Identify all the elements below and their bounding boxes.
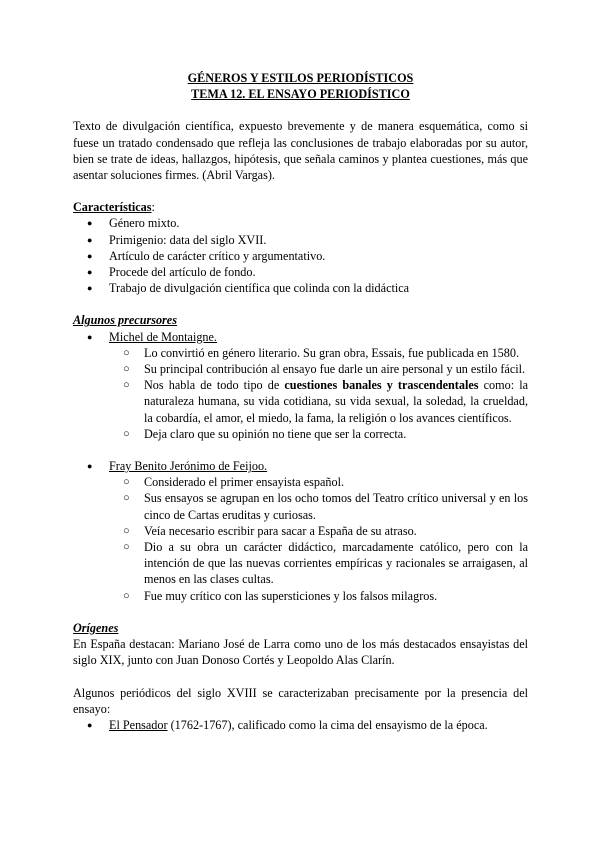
- origenes-paragraph-1: En España destacan: Mariano José de Larra como uno de los más destacados ensayistas del siglo XIX, junto con Juan Donoso Cortés y Leopoldo Alas Clarín.: [73, 637, 528, 668]
- bullet-icon: ●: [87, 218, 93, 229]
- list-item: [73, 248, 528, 264]
- precursor-montaigne: [73, 329, 528, 442]
- precursor-name: Michel de Montaigne.: [109, 329, 217, 344]
- caracteristicas-heading: Características: [73, 200, 152, 215]
- bold-phrase: cuestiones banales y trascendentales: [284, 378, 479, 393]
- document-title-line-2: TEMA 12. EL ENSAYO PERIODÍSTICO: [191, 87, 410, 102]
- list-item-text: Dio a su obra un carácter didáctico, marcadamente católico, pero con la intención de que las nuevas corrientes empíricas y racionales se arraigasen, al menos en las clases cultas.: [144, 540, 528, 587]
- bullet-icon: ●: [87, 250, 93, 261]
- hollow-bullet-icon: ○: [123, 476, 130, 489]
- list-item: [73, 426, 528, 442]
- origenes-heading: Orígenes: [73, 620, 119, 635]
- precursor-feijoo: [73, 458, 528, 604]
- bullet-icon: ●: [87, 461, 93, 472]
- list-item-text: Veía necesario escribir para sacar a España de su atraso.: [144, 523, 417, 538]
- list-item: [73, 717, 528, 733]
- hollow-bullet-icon: ○: [123, 589, 130, 602]
- list-item: [73, 377, 528, 426]
- hollow-bullet-icon: ○: [123, 541, 130, 554]
- list-item-text: Procede del artículo de fondo.: [109, 265, 256, 280]
- list-item: [73, 264, 528, 280]
- list-item-text: Artículo de carácter crítico y argumentativo.: [109, 248, 326, 263]
- origenes-paragraph-2: Algunos periódicos del siglo XVIII se caracterizaban precisamente por la presencia del ensayo:: [73, 685, 528, 716]
- list-item-text: Considerado el primer ensayista español.: [144, 475, 345, 490]
- list-item-text: Deja claro que su opinión no tiene que ser la correcta.: [144, 426, 407, 441]
- list-item: [73, 280, 528, 296]
- intro-paragraph: Texto de divulgación científica, expuesto brevemente y de manera esquemática, como si fuese un tratado condensado que refleja las conclusiones de trabajo elaboradas por su autor, bien se trate de ideas, hallazgos, hipótesis, que señala caminos y plantea cuestiones, más que asentar soluciones firmes. (Abril Vargas).: [73, 119, 528, 183]
- hollow-bullet-icon: ○: [123, 346, 130, 359]
- list-item: [73, 474, 528, 490]
- precursores-list: [73, 329, 528, 604]
- caracteristicas-list: [73, 215, 528, 296]
- feijoo-sublist: [73, 474, 528, 604]
- precursor-name: Fray Benito Jerónimo de Feijoo.: [109, 459, 268, 474]
- hollow-bullet-icon: ○: [123, 379, 130, 392]
- bullet-icon: ●: [87, 719, 93, 730]
- hollow-bullet-icon: ○: [123, 492, 130, 505]
- origenes-list: [73, 717, 528, 733]
- list-item-text: Sus ensayos se agrupan en los ocho tomos del Teatro crítico universal y en los cinco de Cartas eruditas y curiosas.: [144, 491, 528, 522]
- list-item-text: (1762-1767), calificado como la cima del ensayismo de la época.: [167, 717, 488, 732]
- document-page: [73, 70, 528, 733]
- hollow-bullet-icon: ○: [123, 427, 130, 440]
- list-item: [73, 490, 528, 522]
- hollow-bullet-icon: ○: [123, 524, 130, 537]
- hollow-bullet-icon: ○: [123, 363, 130, 376]
- list-item: [73, 215, 528, 231]
- list-item-text: Lo convirtió en género literario. Su gran obra, Essais, fue publicada en 1580.: [144, 345, 519, 360]
- list-item: [73, 361, 528, 377]
- precursores-heading: Algunos precursores: [73, 313, 177, 328]
- list-item-text: Primigenio: data del siglo XVII.: [109, 232, 267, 247]
- list-item: [73, 523, 528, 539]
- spacer: [73, 442, 528, 458]
- list-item: [73, 539, 528, 588]
- list-item-text: Fue muy crítico con las supersticiones y los falsos milagros.: [144, 588, 438, 603]
- caracteristicas-colon: :: [151, 200, 155, 215]
- list-item: [73, 232, 528, 248]
- bullet-icon: ●: [87, 267, 93, 278]
- list-item-text: Su principal contribución al ensayo fue darle un aire personal y un estilo fácil.: [144, 362, 526, 377]
- montaigne-sublist: [73, 345, 528, 442]
- document-title-line-1: GÉNEROS Y ESTILOS PERIODÍSTICOS: [187, 71, 414, 85]
- bullet-icon: ●: [87, 331, 93, 342]
- bullet-icon: ●: [87, 234, 93, 245]
- list-item-text: Género mixto.: [109, 216, 180, 231]
- list-item-text: Trabajo de divulgación científica que colinda con la didáctica: [109, 281, 410, 296]
- caracteristicas-heading-line: [73, 199, 528, 215]
- bullet-icon: ●: [87, 283, 93, 294]
- list-item-text: como: la naturaleza humana, su vida cotidiana, su vida sexual, la soledad, la crueldad, la cobardía, el amor, el miedo, la fama, la religión o los avances científicos.: [144, 378, 528, 425]
- list-item-text: Nos habla de todo tipo de: [144, 378, 285, 393]
- list-item: [73, 588, 528, 604]
- periodico-name: El Pensador: [109, 717, 168, 732]
- list-item: [73, 345, 528, 361]
